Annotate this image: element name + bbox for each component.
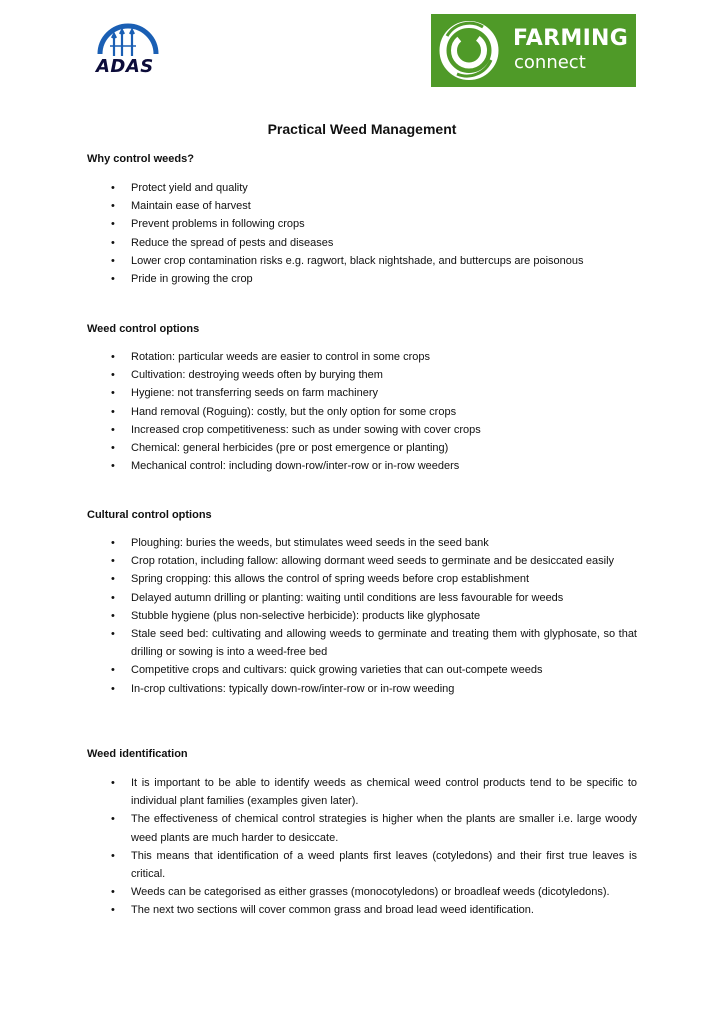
bullet-icon: • (111, 254, 115, 267)
list-item (87, 534, 637, 552)
list-item (87, 883, 637, 901)
farming-connect-swirl-icon (433, 16, 505, 85)
list-item (87, 774, 637, 810)
list-item-text: Protect yield and quality (131, 182, 248, 194)
list-item-text: Chemical: general herbicides (pre or post emergence or planting) (131, 442, 449, 455)
page-title: Practical Weed Management (267, 121, 457, 137)
list-item (87, 439, 637, 457)
bullet-icon: • (111, 236, 115, 249)
farming-connect-word-connect: connect (514, 52, 586, 73)
list-item (87, 680, 637, 698)
list-item-text: Maintain ease of harvest (131, 200, 251, 213)
bullet-icon: • (111, 273, 115, 286)
list-item-text: It is important to be able to identify weeds as chemical weed control products tend to be specific to individual plant families (examples given later). (131, 777, 637, 808)
bullet-icon: • (111, 218, 115, 231)
list-item (87, 215, 637, 233)
bullet-icon: • (111, 387, 115, 400)
section-weed-control-options (87, 321, 647, 475)
list-item-text: Pride in growing the crop (131, 273, 253, 286)
list-item (87, 570, 637, 588)
list-item-text: Prevent problems in following crops (131, 218, 305, 231)
list-item-text: Lower crop contamination risks e.g. ragwort, black nightshade, and buttercups are poisonous (131, 254, 584, 267)
list-item-text: Competitive crops and cultivars: quick growing varieties that can out-compete weeds (131, 664, 543, 677)
bullet-icon: • (111, 609, 115, 622)
list-item (87, 197, 637, 215)
list-item (87, 252, 637, 270)
list-item (87, 625, 637, 661)
bullet-icon: • (111, 369, 115, 382)
bullet-icon: • (111, 591, 115, 604)
list-item (87, 901, 637, 919)
list-item-text: Delayed autumn drilling or planting: waiting until conditions are less favourable for weeds (131, 591, 564, 604)
list-item (87, 810, 637, 846)
list-item-text: Weeds can be categorised as either grasses (monocotyledons) or broadleaf weeds (dicotyledons). (131, 886, 610, 899)
list-item (87, 847, 637, 883)
bullet-icon: • (111, 682, 115, 695)
list-item (87, 457, 637, 475)
bullet-list (87, 774, 647, 920)
list-item-text: The next two sections will cover common grass and broad lead weed identification. (131, 904, 534, 917)
list-item-text: Cultivation: destroying weeds often by burying them (131, 369, 383, 382)
adas-logo (92, 18, 164, 76)
adas-logo-text: ADAS (96, 56, 154, 77)
list-item-text: Hand removal (Roguing): costly, but the only option for some crops (131, 405, 457, 418)
bullet-icon: • (111, 182, 115, 194)
list-item-text: This means that identification of a weed plants first leaves (cotyledons) and their first true leaves is critical. (131, 849, 637, 881)
adas-emblem-icon (92, 18, 164, 58)
section-weed-identification (87, 746, 647, 920)
bullet-icon: • (111, 628, 115, 641)
list-item-text: Spring cropping: this allows the control of spring weeds before crop establishment (131, 573, 530, 586)
list-item-text: Stale seed bed: cultivating and allowing weeds to germinate and treating them with glyphosate, so that drilling or sowing is into a weed-free bed (131, 628, 637, 659)
section-heading: Weed control options (87, 323, 200, 335)
list-item (87, 589, 637, 607)
bullet-icon: • (111, 405, 115, 418)
bullet-icon: • (111, 849, 115, 862)
list-item (87, 234, 637, 252)
bullet-icon: • (111, 573, 115, 586)
bullet-icon: • (111, 200, 115, 213)
list-item-text: Rotation: particular weeds are easier to control in some crops (131, 351, 430, 363)
bullet-icon: • (111, 777, 115, 789)
list-item-text: Crop rotation, including fallow: allowing dormant weed seeds to germinate and be desiccated easily (131, 555, 615, 568)
bullet-icon: • (111, 664, 115, 677)
list-item (87, 421, 637, 439)
section-heading: Cultural control options (87, 509, 212, 521)
list-item-text: The effectiveness of chemical control strategies is higher when the plants are smaller i.e. large woody weed plants are much harder to desiccate. (131, 813, 637, 844)
farming-connect-word-farming: FARMING (513, 26, 629, 51)
section-why-control-weeds (87, 151, 647, 288)
bullet-icon: • (111, 460, 115, 473)
list-item-text: In-crop cultivations: typically down-row/inter-row or in-row weeding (131, 682, 455, 695)
bullet-list (87, 179, 647, 288)
list-item (87, 384, 637, 402)
list-item-text: Mechanical control: including down-row/inter-row or in-row weeders (131, 460, 460, 473)
bullet-list (87, 348, 647, 475)
bullet-icon: • (111, 555, 115, 568)
farming-connect-logo (431, 14, 636, 87)
section-cultural-control-options (87, 507, 647, 698)
list-item-text: Ploughing: buries the weeds, but stimulates weed seeds in the seed bank (131, 537, 489, 549)
list-item-text: Hygiene: not transferring seeds on farm machinery (131, 387, 379, 400)
bullet-icon: • (111, 537, 115, 549)
list-item (87, 607, 637, 625)
bullet-icon: • (111, 351, 115, 363)
list-item (87, 552, 637, 570)
bullet-icon: • (111, 442, 115, 455)
list-item (87, 661, 637, 679)
list-item (87, 270, 637, 288)
section-heading: Why control weeds? (87, 153, 194, 165)
bullet-icon: • (111, 886, 115, 899)
list-item-text: Reduce the spread of pests and diseases (131, 236, 334, 249)
list-item (87, 348, 637, 366)
bullet-list (87, 534, 647, 698)
list-item (87, 366, 637, 384)
bullet-icon: • (111, 904, 115, 917)
section-heading: Weed identification (87, 748, 188, 760)
list-item (87, 403, 637, 421)
list-item (87, 179, 637, 197)
bullet-icon: • (111, 423, 115, 436)
list-item-text: Increased crop competitiveness: such as under sowing with cover crops (131, 423, 481, 436)
list-item-text: Stubble hygiene (plus non-selective herbicide): products like glyphosate (131, 609, 481, 622)
bullet-icon: • (111, 813, 115, 826)
